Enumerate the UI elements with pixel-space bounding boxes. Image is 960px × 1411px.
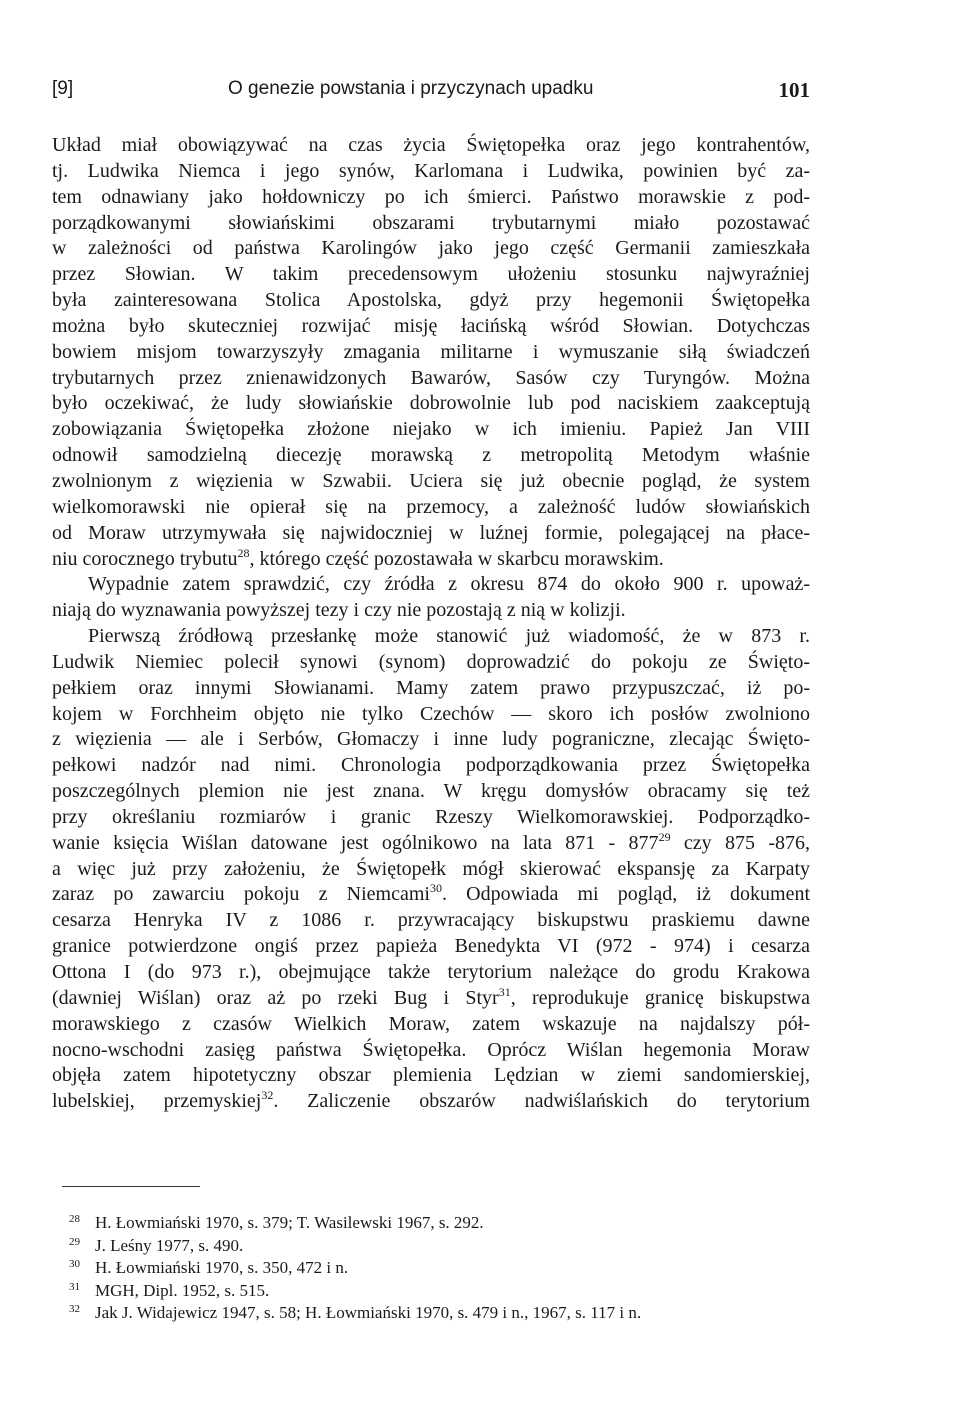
text-line: z więzienia — ale i Serbów, Głomaczy i inne ludy pograniczne, zlecając Święto- [52,728,810,751]
text-line [52,986,810,1012]
text-line: tem odnawiany jako hołdowniczy po ich śmierci. Państwo morawskie z pod- [52,185,810,208]
text-line: wielkomorawski nie opierał się na przemocy, a zależność ludów słowiańskich [52,495,810,518]
text-fragment: . Zaliczenie obszarów nadwiślańskich do terytorium [273,1090,810,1113]
text-line: granice potwierdzone ongiś przez papieża Benedykta VI (972 - 974) i cesarza [52,935,810,958]
text-line: przez Słowian. W takim precedensowym ułożeniu stosunku najwyraźniej [52,263,810,286]
footnote [69,1235,815,1258]
footnote-ref[interactable]: 28 [237,545,250,560]
text-line: bowiem misjom towarzyszyły zmagania militarne i wymuszanie siłą świadczeń [52,340,810,363]
footnote-divider [62,1186,200,1187]
footnote-ref[interactable]: 29 [658,829,671,844]
text-line: Ottona I (do 973 r.), obejmujące także terytorium należące do grodu Krakowa [52,961,810,983]
footnote-number: 32 [69,1303,80,1315]
text-line: poszczególnych plemion nie jest znana. W kręgu domysłów obracamy się też [52,780,810,803]
text-line [52,882,810,908]
footnote-ref[interactable]: 31 [498,984,511,999]
text-line: zobowiązania Świętopełka złożone niejako w ich imieniu. Papież Jan VIII [52,418,810,441]
footnote-text: J. Leśny 1977, s. 490. [95,1235,244,1255]
footnote-number: 29 [69,1235,80,1248]
text-line: odnowił samodzielną diecezję morawską z metropolitą Metodym właśnie [52,444,810,467]
text-line: pełkowi nadzór nad nimi. Chronologia podporządkowania przez Świętopełka [52,754,810,777]
footnote-text: H. Łowmiański 1970, s. 379; T. Wasilewski 1967, s. 292. [95,1213,484,1232]
text-line: morawskiego z czasów Wielkich Moraw, zatem wskazuje na najdalszy pół- [52,1012,810,1035]
footnote [69,1257,815,1280]
footnote-number: 31 [69,1280,80,1293]
footnote [69,1280,815,1303]
text-line: pełkiem oraz innymi Słowianami. Mamy zatem prawo przypuszczać, iż po- [52,676,810,699]
page-number: 101 [778,78,810,102]
text-line: nocno-wschodni zasięg państwa Świętopełka. Oprócz Wiślan hegemonia Moraw [52,1038,810,1061]
text-fragment: czy 875 -876, [670,831,811,854]
footnote [69,1212,815,1235]
text-line: Ludwik Niemiec polecił synowi (synom) doprowadzić do pokoju ze Święto- [52,650,810,673]
text-line: zwolnionym z więzienia w Szwabii. Uciera się już obecnie pogląd, że system [52,469,810,492]
main-text [52,133,810,1115]
text-fragment: , którego część pozostawała w skarbcu morawskim. [249,547,664,570]
text-line: Pierwszą źródłową przesłankę może stanowić już wiadomość, że w 873 r. [88,625,810,648]
running-header [52,78,810,110]
section-number: [9] [52,78,74,99]
text-line: przy określaniu rozmiarów i granic Rzeszy Wielkomorawskiej. Podporządko- [52,805,810,828]
text-line: Układ miał obowiązywać na czas życia Świętopełka oraz jego kontrahentów, [52,134,810,156]
text-line: Wypadnie zatem sprawdzić, czy źródła z okresu 874 do około 900 r. upoważ- [88,573,810,596]
footnote-text: H. Łowmiański 1970, s. 350, 472 i n. [95,1258,349,1277]
text-line: w zależności od państwa Karolingów jako jego część Germanii zamieszkała [52,237,810,260]
text-line [52,1089,810,1115]
text-line: cesarza Henryka IV z 1086 r. przywracający biskupstwu praskiemu dawne [52,909,810,932]
footnote-number: 30 [69,1258,80,1270]
text-line: a więc już przy założeniu, że Świętopełk mógł skierować ekspansję za Karpaty [52,857,810,880]
text-fragment: niu corocznego trybutu [52,547,238,570]
text-line: można było skuteczniej rozwijać misję łacińską wśród Słowian. Dotychczas [52,314,810,337]
text-line: tj. Ludwika Niemca i jego synów, Karlomana i Ludwika, powinien być za- [52,159,810,182]
text-line: objęła zatem hipotetyczny obszar plemienia Lędzian w ziemi sandomierskiej, [52,1064,810,1087]
footnote-ref[interactable]: 32 [261,1088,274,1103]
text-line: trybutarnych przez znienawidzonych Bawarów, Sasów czy Turyngów. Można [52,366,810,389]
text-fragment: , reprodukuje granicę biskupstwa [510,986,810,1009]
footnote-text: MGH, Dipl. 1952, s. 515. [95,1280,270,1300]
text-fragment: lubelskiej, przemyskiej [52,1090,262,1113]
footnote [69,1302,815,1325]
footnote-number: 28 [69,1213,80,1225]
text-line [52,831,810,857]
text-line: była zainteresowana Stolica Apostolska, gdyż przy hegemonii Świętopełka [52,289,810,312]
text-fragment: . Odpowiada mi pogląd, iż dokument [441,883,810,906]
footnote-text: Jak J. Widajewicz 1947, s. 58; H. Łowmiański 1970, s. 479 i n., 1967, s. 117 i n. [95,1303,642,1322]
text-fragment: wanie księcia Wiślan datowane jest ogólnikowo na lata 871 - 877 [52,831,659,854]
text-line: porządkowanymi słowiańskimi obszarami trybutarnymi miało pozostawać [52,211,810,234]
text-fragment: zaraz po zawarciu pokoju z Niemcami [52,883,430,906]
text-fragment: (dawniej Wiślan) oraz aż po rzeki Bug i Styr [52,986,499,1009]
text-line: kojem w Forchheim objęto nie tylko Czechów — skoro ich posłów zwolniono [52,702,810,725]
text-line: było oczekiwać, że ludy słowiańskie dobrowolnie lub pod naciskiem zaakceptują [52,392,810,415]
footnote-ref[interactable]: 30 [429,881,442,896]
text-line: od Moraw utrzymywała się najwidoczniej w luźnej formie, polegającej na płace- [52,521,810,544]
text-line [52,547,810,573]
running-title: O genezie powstania i przyczynach upadku [228,78,594,99]
footnotes [69,1212,815,1325]
text-line: niają do wyznawania powyższej tezy i czy nie pozostają z nią w kolizji. [52,599,626,622]
